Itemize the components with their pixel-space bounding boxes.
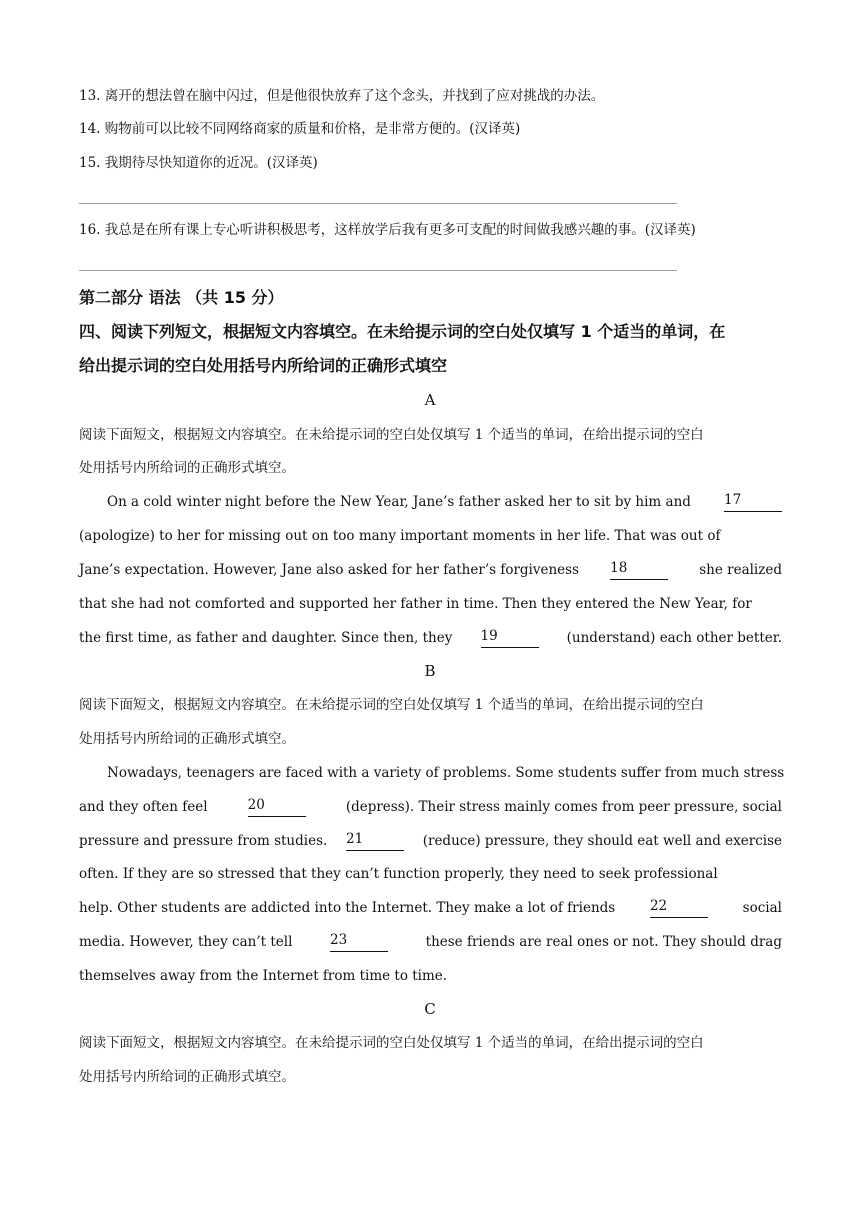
blank-20[interactable]: 20 <box>248 797 306 817</box>
section-b-line-1 <box>79 763 785 783</box>
text-segment: On a cold winter night before the New Year, Jane’s father asked her to sit by him and <box>107 494 691 510</box>
question-15: 15. 我期待尽快知道你的近况。(汉译英) <box>79 155 318 171</box>
text-segment: (reduce) pressure, they should eat well and exercise <box>422 833 782 849</box>
section-c-direction-1: 阅读下面短文，根据短文内容填空。在未给提示词的空白处仅填写 1 个适当的单词，在给出提示词的空白 <box>79 1035 704 1051</box>
part-two-title: 第二部分 语法 （共 15 分） <box>79 288 284 307</box>
text-segment: (apologize) to her for missing out on too many important moments in her life. That was out of <box>79 528 721 544</box>
text-segment: Nowadays, teenagers are faced with a variety of problems. Some students suffer from much stress <box>107 765 785 781</box>
section-b-line-5 <box>79 898 782 918</box>
answer-line-16[interactable] <box>79 270 677 271</box>
section-c-direction-2: 处用括号内所给词的正确形式填空。 <box>79 1069 295 1085</box>
text-segment: she realized <box>699 562 782 578</box>
text-segment: social <box>742 900 782 916</box>
section-a-line-2 <box>79 526 782 546</box>
section-a-letter: A <box>424 391 436 409</box>
question-13: 13. 离开的想法曾在脑中闪过，但是他很快放弃了这个念头，并找到了应对挑战的办法。 <box>79 88 605 104</box>
section-a-line-1 <box>79 492 782 512</box>
section-b-line-2 <box>79 797 782 817</box>
text-segment: (understand) each other better. <box>566 630 782 646</box>
text-segment: the first time, as father and daughter. Since then, they <box>79 630 453 646</box>
text-segment: these friends are real ones or not. They should drag <box>425 934 782 950</box>
section-a-direction-2: 处用括号内所给词的正确形式填空。 <box>79 460 295 476</box>
section-b-line-4 <box>79 864 782 884</box>
blank-18[interactable]: 18 <box>610 560 668 580</box>
section-a-line-5 <box>79 628 782 648</box>
question-14: 14. 购物前可以比较不同网络商家的质量和价格，是非常方便的。(汉译英) <box>79 121 521 137</box>
section-a-line-4 <box>79 594 782 614</box>
question-16: 16. 我总是在所有课上专心听讲积极思考，这样放学后我有更多可支配的时间做我感兴趣的事。(汉译英) <box>79 222 696 238</box>
answer-line-15[interactable] <box>79 203 677 204</box>
text-segment: media. However, they can’t tell <box>79 934 293 950</box>
blank-19[interactable]: 19 <box>481 628 539 648</box>
blank-21[interactable]: 21 <box>346 831 404 851</box>
text-segment: (depress). Their stress mainly comes from peer pressure, social <box>345 799 782 815</box>
text-segment: often. If they are so stressed that they can’t function properly, they need to seek professional <box>79 866 718 882</box>
text-segment: that she had not comforted and supported her father in time. Then they entered the New Year, for <box>79 596 752 612</box>
blank-22[interactable]: 22 <box>650 898 708 918</box>
part-two-instruction-1: 四、阅读下列短文，根据短文内容填空。在未给提示词的空白处仅填写 1 个适当的单词，在 <box>79 322 726 341</box>
section-b-line-7: themselves away from the Internet from time to time. <box>79 968 448 984</box>
section-b-letter: B <box>424 662 436 680</box>
section-b-line-3 <box>79 831 782 851</box>
text-segment: and they often feel <box>79 799 208 815</box>
part-two-instruction-2: 给出提示词的空白处用括号内所给词的正确形式填空 <box>79 356 448 375</box>
text-segment: pressure and pressure from studies. <box>79 833 328 849</box>
section-b-direction-2: 处用括号内所给词的正确形式填空。 <box>79 731 295 747</box>
section-b-line-6 <box>79 932 782 952</box>
text-segment: Jane’s expectation. However, Jane also asked for her father’s forgiveness <box>79 562 580 578</box>
section-a-line-3 <box>79 560 782 580</box>
text-segment: help. Other students are addicted into the Internet. They make a lot of friends <box>79 900 616 916</box>
section-b-direction-1: 阅读下面短文，根据短文内容填空。在未给提示词的空白处仅填写 1 个适当的单词，在给出提示词的空白 <box>79 697 704 713</box>
blank-23[interactable]: 23 <box>330 932 388 952</box>
section-a-direction-1: 阅读下面短文，根据短文内容填空。在未给提示词的空白处仅填写 1 个适当的单词，在给出提示词的空白 <box>79 427 704 443</box>
section-c-letter: C <box>424 1000 436 1018</box>
blank-17[interactable]: 17 <box>724 492 782 512</box>
